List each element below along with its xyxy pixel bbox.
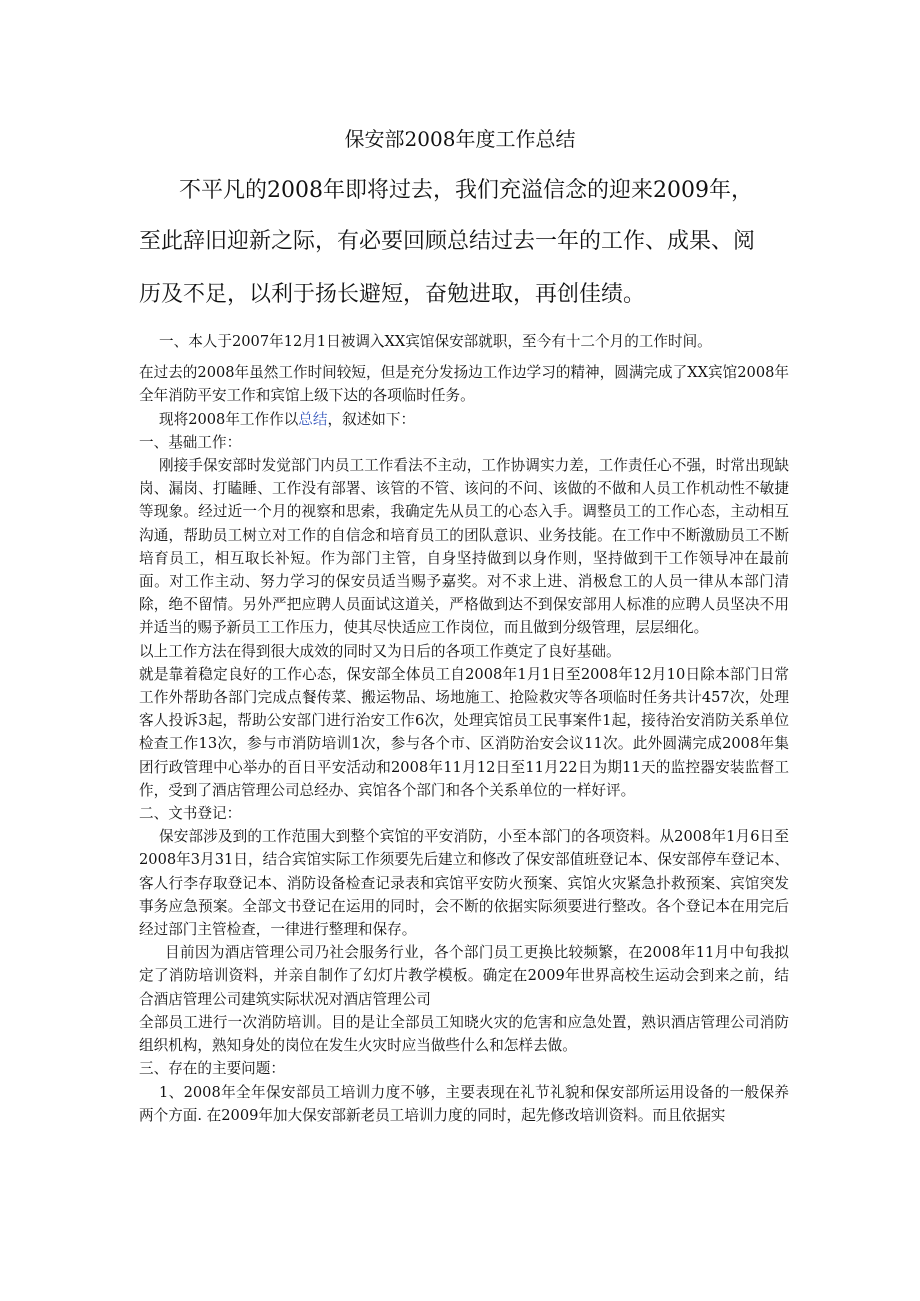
intro-line-1: 不平凡的2008年即将过去，我们充溢信念的迎来2009年， xyxy=(179,178,753,203)
intro-line-2: 至此辞旧迎新之际，有必要回顾总结过去一年的工作、成果、阅 xyxy=(139,229,756,254)
summary-link[interactable]: 总结 xyxy=(298,410,328,428)
summary-intro-text-a: 现将2008年工作作以 xyxy=(159,410,299,428)
paragraph-training-1: 目前因为酒店管理公司乃社会服务行业，各个部门员工更换比较频繁，在2008年11月中旬我拟定了消防培训资料，并亲自制作了幻灯片教学模板。确定在2009年世界高校生运动会到来之前，结合酒店管理公司建筑实际状况对酒店管理公司 xyxy=(139,944,789,1008)
paragraph-summary-intro xyxy=(139,408,789,431)
document-title: 保安部2008年度工作总结 xyxy=(344,127,576,151)
paragraph-result: 以上工作方法在得到很大成效的同时又为日后的各项工作奠定了良好基础。 xyxy=(139,642,621,660)
section-heading-documents: 二、文书登记： xyxy=(139,805,242,823)
section-heading-issues: 三、存在的主要问题： xyxy=(139,1060,285,1078)
paragraph-training-2: 全部员工进行一次消防培训。目的是让全部员工知晓火灾的危害和应急处置，熟识酒店管理公司消防组织机构，熟知身处的岗位在发生火灾时应当做些什么和怎样去做。 xyxy=(139,1013,789,1055)
section-heading-basic: 一、基础工作： xyxy=(139,433,242,451)
paragraph-statistics: 就是靠着稳定良好的工作心态，保安部全体员工自2008年1月1日至2008年12月10日除本部门日常工作外帮助各部门完成点餐传菜、搬运物品、场地施工、抢险救灾等各项临时任务共计457次，处理客人投诉3起，帮助公安部门进行治安工作6次，处理宾馆员工民事案件1起，接待治安消防关系单位检查工作13次，参与市消防培训1次，参与各个市、区消防治安会议11次。此外圆满完成2008年集团行政管理中心举办的百日平安活动和2008年11月12日至11月22日为期11天的监控器安装监督工作，受到了酒店管理公司总经办、宾馆各个部门和各个关系单位的一样好评。 xyxy=(139,665,789,799)
paragraph-intro: 一、本人于2007年12月1日被调入XX宾馆保安部就职，至今有十二个月的工作时间。 xyxy=(159,333,712,350)
paragraph-basic-work: 刚接手保安部时发觉部门内员工工作看法不主动，工作协调实力差，工作责任心不强，时常出现缺岗、漏岗、打瞌睡、工作没有部署、该管的不管、该问的不问、该做的不做和人员工作机动性不敏捷等现象。经过近一个月的视察和思索，我确定先从员工的心态入手。调整员工的工作心态，主动相互沟通，帮助员工树立对工作的自信念和培育员工的团队意识、业务技能。在工作中不断激励员工不断培育员工，相互取长补短。作为部门主管，自身坚持做到以身作则，坚持做到干工作领导冲在最前面。对工作主动、努力学习的保安员适当赐予嘉奖。对不求上进、消极怠工的人员一律从本部门清除，绝不留情。另外严把应聘人员面试这道关，严格做到达不到保安部用人标准的应聘人员坚决不用并适当的赐予新员工工作压力，使其尽快适应工作岗位，而且做到分级管理，层层细化。 xyxy=(139,457,789,637)
paragraph-issue-1: 1、2008年全年保安部员工培训力度不够，主要表现在礼节礼貌和保安部所运用设备的一般保养两个方面. 在2009年加大保安部新老员工培训力度的同时，起先修改培训资料。而且依据实 xyxy=(139,1083,789,1124)
summary-intro-text-b: ，叙述如下： xyxy=(327,410,416,428)
intro-line-3: 历及不足，以利于扬长避短，奋勉进取，再创佳绩。 xyxy=(139,282,646,307)
document-body xyxy=(139,330,789,1127)
paragraph-past-year: 在过去的2008年虽然工作时间较短，但是充分发扬边工作边学习的精神，圆满完成了XX宾馆2008年全年消防平安工作和宾馆上级下达的各项临时任务。 xyxy=(139,364,789,405)
paragraph-documents: 保安部涉及到的工作范围大到整个宾馆的平安消防，小至本部门的各项资料。从2008年1月6日至2008年3月31日，结合宾馆实际工作须要先后建立和修改了保安部值班登记本、保安部停车登记本、客人行李存取登记本、消防设备检查记录表和宾馆平安防火预案、宾馆火灾紧急扑救预案、宾馆突发事务应急预案。全部文书登记在运用的同时，会不断的依据实际须要进行整改。各个登记本在用完后经过部门主管检查，一律进行整理和保存。 xyxy=(139,828,789,939)
